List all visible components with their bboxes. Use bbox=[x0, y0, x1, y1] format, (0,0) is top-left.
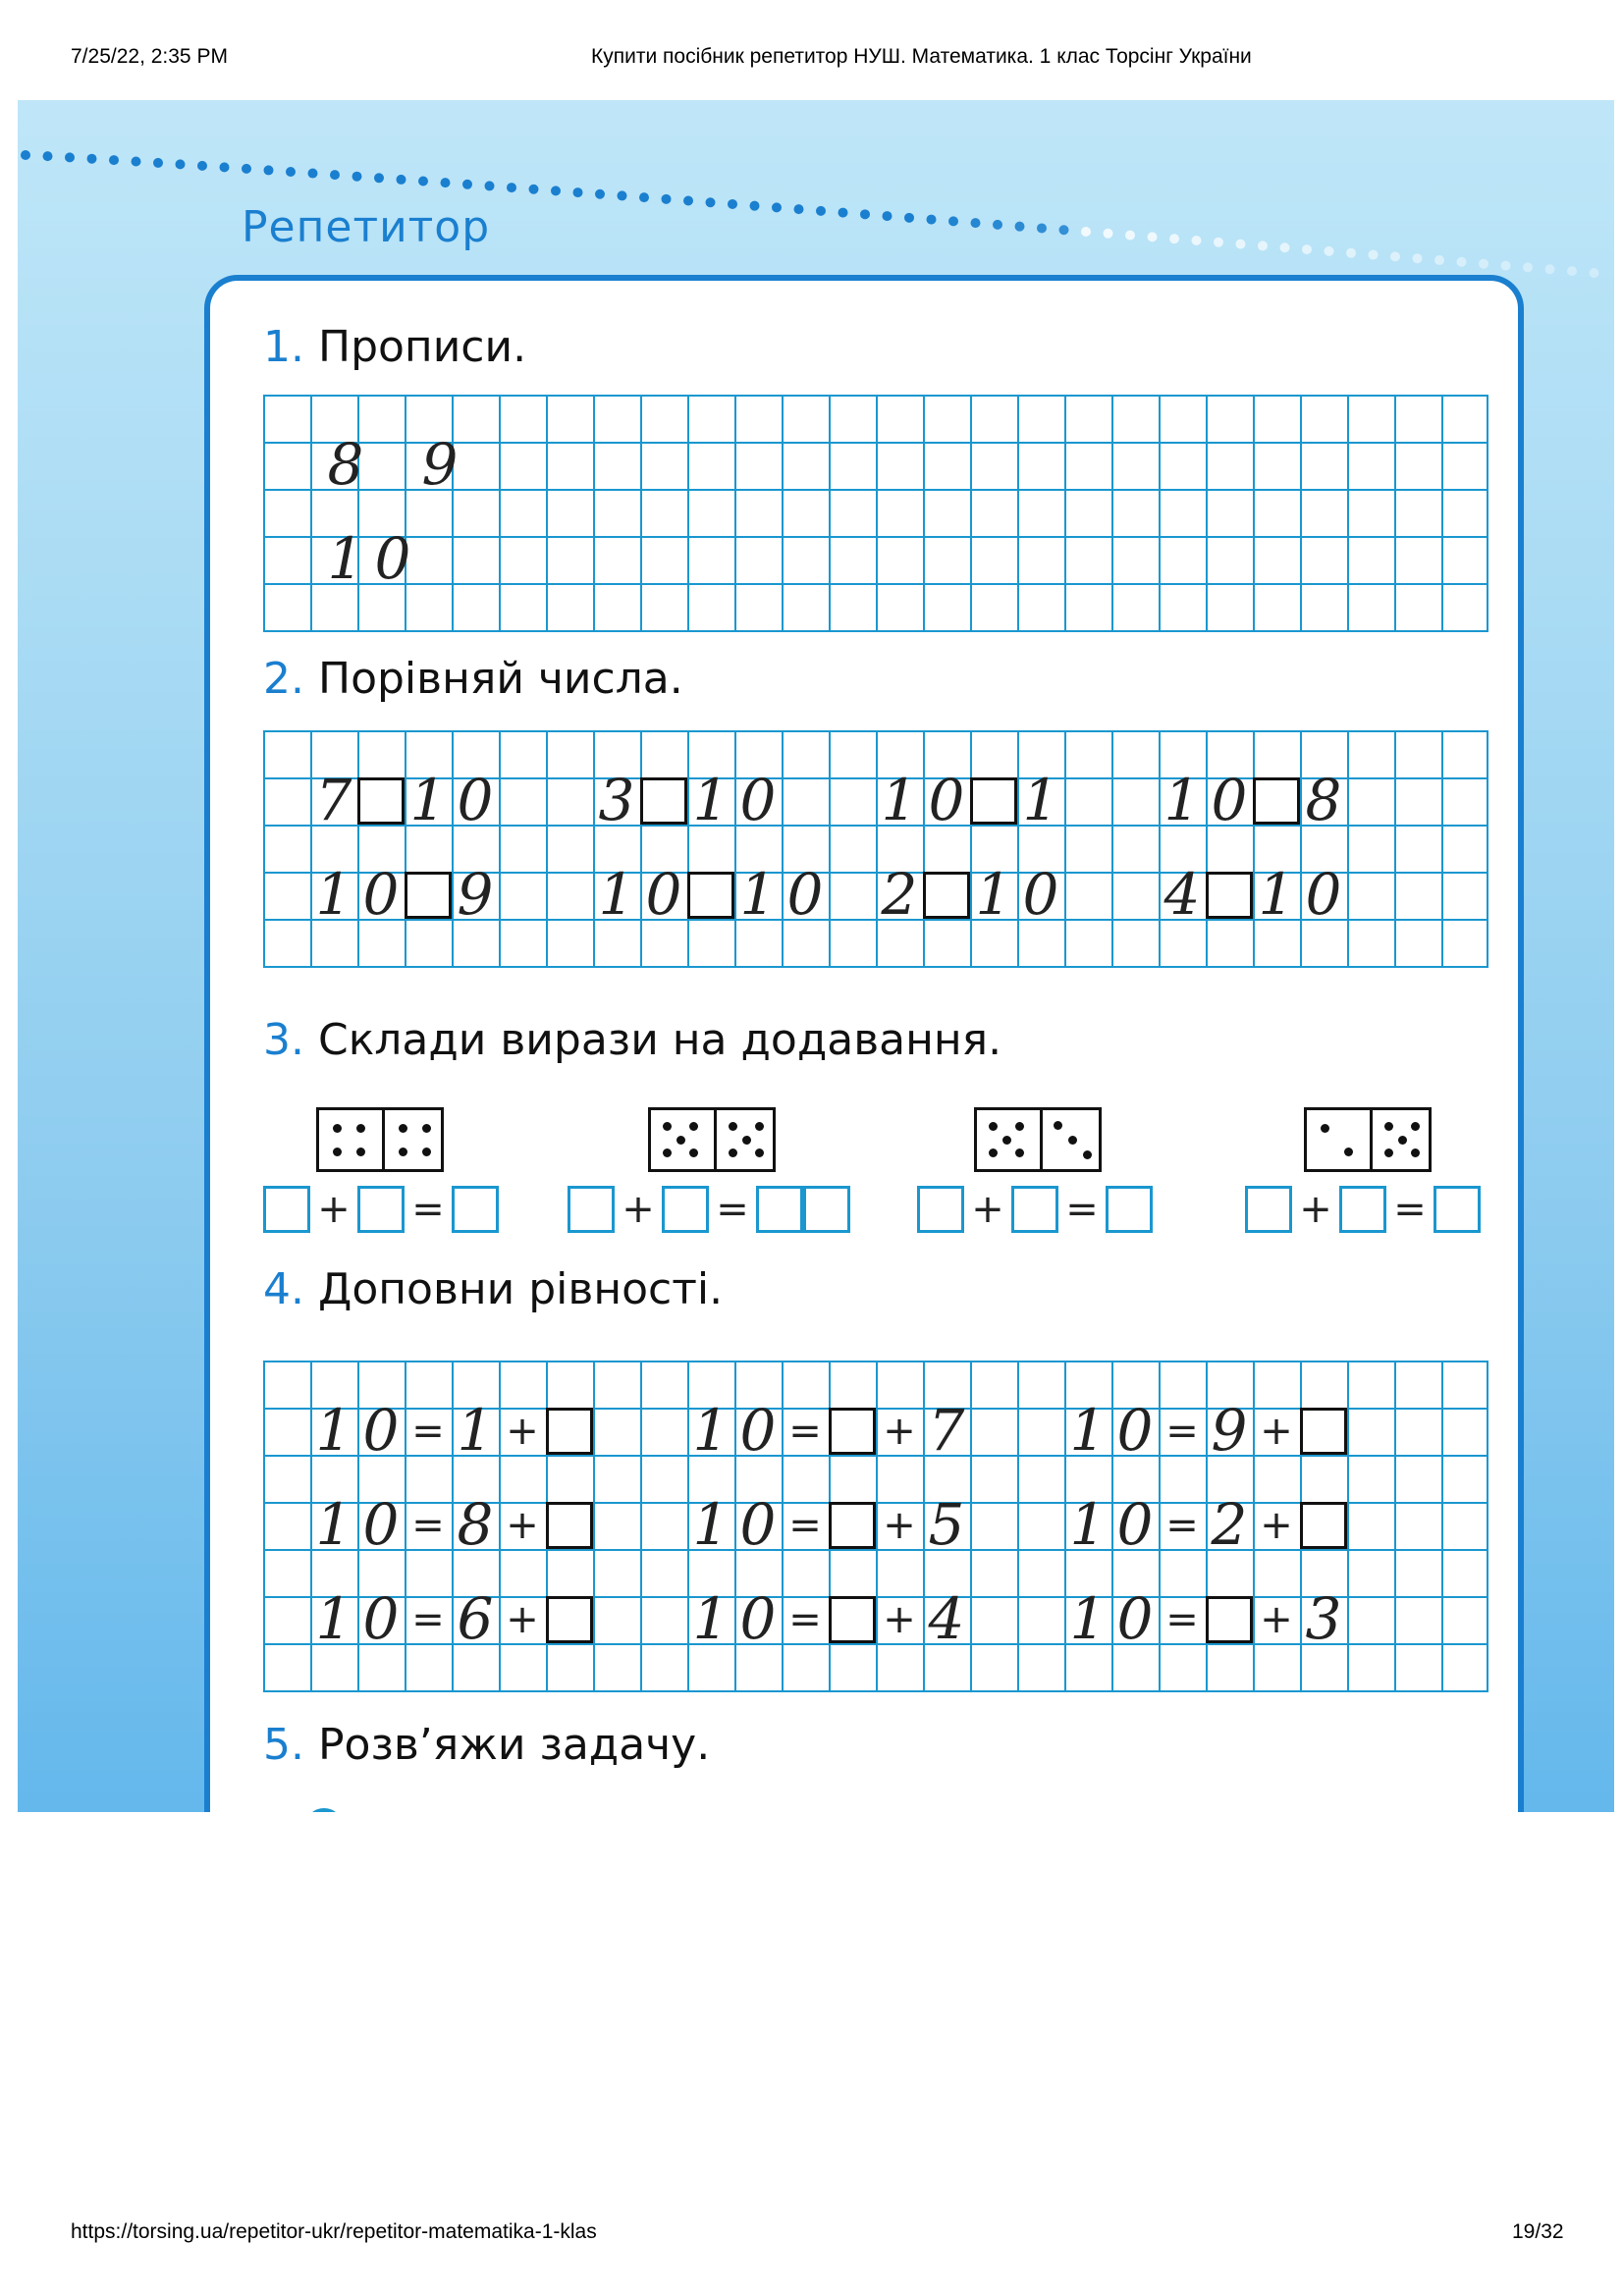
brand-title: Репетитор bbox=[242, 202, 491, 252]
compare-answer-box bbox=[405, 872, 452, 919]
equals-sign: = bbox=[1165, 1409, 1199, 1454]
domino-pip bbox=[1068, 1136, 1077, 1145]
handwritten-digit: 1 bbox=[1069, 1585, 1107, 1652]
equals-sign: = bbox=[1165, 1503, 1199, 1548]
task-number: 4. bbox=[263, 1264, 304, 1314]
domino-left-half bbox=[977, 1110, 1038, 1169]
domino-pip bbox=[333, 1148, 342, 1156]
domino-right-half bbox=[714, 1110, 778, 1169]
plus-sign: + bbox=[622, 1187, 655, 1232]
domino-pip bbox=[1344, 1148, 1353, 1156]
domino-pip bbox=[663, 1122, 672, 1131]
handwritten-digit: 0 bbox=[928, 767, 965, 833]
handwritten-digit: 1 bbox=[1069, 1491, 1107, 1558]
addend-input-box bbox=[568, 1186, 615, 1233]
task-1-grid bbox=[263, 395, 1488, 632]
handwritten-digit: 8 bbox=[327, 431, 364, 498]
domino-pip bbox=[755, 1122, 764, 1131]
plus-sign: + bbox=[1299, 1187, 1332, 1232]
task-5-title bbox=[263, 1720, 710, 1770]
handwritten-digit: 1 bbox=[692, 1585, 730, 1652]
addend-input-box bbox=[357, 1186, 405, 1233]
print-page-number: 19/32 bbox=[1512, 2220, 1564, 2243]
handwritten-digit: 1 bbox=[1163, 767, 1201, 833]
handwritten-digit: 0 bbox=[362, 1585, 400, 1652]
task-4-title bbox=[263, 1264, 723, 1314]
equals-sign: = bbox=[1065, 1187, 1099, 1232]
plus-sign: + bbox=[317, 1187, 351, 1232]
handwritten-digit: 0 bbox=[1211, 767, 1248, 833]
handwritten-digit: 0 bbox=[1116, 1397, 1154, 1464]
missing-number-box bbox=[1300, 1502, 1347, 1549]
print-datetime: 7/25/22, 2:35 PM bbox=[71, 45, 228, 68]
plus-sign: + bbox=[1260, 1597, 1293, 1642]
domino-pip bbox=[1411, 1122, 1420, 1131]
handwritten-digit: 0 bbox=[1116, 1491, 1154, 1558]
domino-card bbox=[1304, 1107, 1432, 1172]
domino-right-half bbox=[382, 1110, 446, 1169]
handwritten-digit: 0 bbox=[1116, 1585, 1154, 1652]
task-4-grid bbox=[263, 1361, 1488, 1692]
task-text: Прописи. bbox=[317, 322, 527, 372]
handwritten-digit: 3 bbox=[1305, 1585, 1342, 1652]
compare-answer-box bbox=[357, 777, 405, 825]
domino-pip bbox=[676, 1136, 685, 1145]
domino-pip bbox=[1015, 1122, 1024, 1131]
domino-pip bbox=[333, 1124, 342, 1133]
handwritten-digit: 0 bbox=[645, 861, 682, 928]
handwritten-digit: 7 bbox=[928, 1397, 965, 1464]
handwritten-digit: 1 bbox=[1022, 767, 1059, 833]
sum-input-box bbox=[452, 1186, 499, 1233]
domino-pip bbox=[663, 1148, 672, 1157]
domino-pip bbox=[989, 1148, 998, 1157]
domino-pip bbox=[1002, 1136, 1011, 1145]
domino-left-half bbox=[319, 1110, 380, 1169]
handwritten-digit: 0 bbox=[362, 861, 400, 928]
handwritten-digit: 1 bbox=[975, 861, 1012, 928]
handwritten-digit: 0 bbox=[362, 1397, 400, 1464]
compare-answer-box bbox=[640, 777, 687, 825]
domino-pip bbox=[399, 1124, 407, 1133]
domino-pip bbox=[1384, 1122, 1393, 1131]
plus-sign: + bbox=[506, 1597, 539, 1642]
domino-pip bbox=[689, 1148, 698, 1157]
task-2-grid bbox=[263, 730, 1488, 968]
plus-sign: + bbox=[1260, 1409, 1293, 1454]
domino-pip bbox=[399, 1148, 407, 1156]
task-number: 5. bbox=[263, 1720, 304, 1770]
sum-input-box bbox=[756, 1186, 803, 1233]
domino-card bbox=[648, 1107, 776, 1172]
equals-sign: = bbox=[411, 1409, 445, 1454]
handwritten-digit: 1 bbox=[1069, 1397, 1107, 1464]
domino-left-half bbox=[651, 1110, 712, 1169]
addend-input-box bbox=[1245, 1186, 1292, 1233]
handwritten-digit: 1 bbox=[1258, 861, 1295, 928]
page-banner bbox=[18, 100, 1614, 1812]
handwritten-digit: 1 bbox=[739, 861, 777, 928]
handwritten-digit: 1 bbox=[457, 1397, 494, 1464]
addend-input-box bbox=[1011, 1186, 1058, 1233]
handwritten-digit: 9 bbox=[421, 431, 459, 498]
sum-input-box bbox=[1106, 1186, 1153, 1233]
domino-right-half bbox=[1040, 1110, 1104, 1169]
print-title: Купити посібник репетитор НУШ. Математика. 1 клас Торсінг України bbox=[591, 45, 1252, 68]
handwritten-digit: 0 bbox=[457, 767, 494, 833]
missing-number-box bbox=[546, 1408, 593, 1455]
task-text: Порівняй числа. bbox=[317, 654, 683, 704]
handwritten-digit: 9 bbox=[1211, 1397, 1248, 1464]
equals-sign: = bbox=[788, 1597, 822, 1642]
handwritten-digit: 1 bbox=[315, 1397, 352, 1464]
addend-input-box bbox=[1339, 1186, 1386, 1233]
equals-sign: = bbox=[411, 1597, 445, 1642]
task-2-title bbox=[263, 654, 683, 704]
domino-pip bbox=[1321, 1124, 1329, 1133]
compare-answer-box bbox=[1206, 872, 1253, 919]
task-number: 3. bbox=[263, 1015, 304, 1065]
domino-pip bbox=[729, 1122, 737, 1131]
handwritten-digit: 2 bbox=[881, 861, 918, 928]
handwritten-digit: 1 bbox=[327, 525, 364, 592]
handwritten-digit: 3 bbox=[598, 767, 635, 833]
handwritten-digit: 4 bbox=[1163, 861, 1201, 928]
worksheet-card bbox=[204, 275, 1524, 1812]
domino-pip bbox=[422, 1124, 431, 1133]
handwritten-digit: 1 bbox=[692, 1397, 730, 1464]
task-number: 2. bbox=[263, 654, 304, 704]
missing-number-box bbox=[829, 1408, 876, 1455]
handwritten-digit: 8 bbox=[457, 1491, 494, 1558]
plus-sign: + bbox=[883, 1597, 916, 1642]
addend-input-box bbox=[917, 1186, 964, 1233]
handwritten-digit: 0 bbox=[786, 861, 824, 928]
handwritten-digit: 7 bbox=[315, 767, 352, 833]
addend-input-box bbox=[263, 1186, 310, 1233]
domino-pip bbox=[422, 1148, 431, 1156]
handwritten-digit: 5 bbox=[928, 1491, 965, 1558]
compare-answer-box bbox=[923, 872, 970, 919]
missing-number-box bbox=[1300, 1408, 1347, 1455]
domino-pip bbox=[1384, 1148, 1393, 1157]
handwritten-digit: 1 bbox=[315, 1585, 352, 1652]
missing-number-box bbox=[546, 1502, 593, 1549]
domino-pip bbox=[1411, 1148, 1420, 1157]
task-text: Розв’яжи задачу. bbox=[317, 1720, 711, 1770]
compare-answer-box bbox=[970, 777, 1017, 825]
domino-pip bbox=[989, 1122, 998, 1131]
compare-answer-box bbox=[687, 872, 734, 919]
plus-sign: + bbox=[506, 1409, 539, 1454]
handwritten-digit: 8 bbox=[1305, 767, 1342, 833]
domino-pip bbox=[356, 1148, 365, 1156]
sum-input-box bbox=[1434, 1186, 1481, 1233]
handwritten-digit: 1 bbox=[598, 861, 635, 928]
domino-pip bbox=[1054, 1121, 1062, 1130]
handwritten-digit: 0 bbox=[374, 525, 411, 592]
plus-sign: + bbox=[506, 1503, 539, 1548]
equals-sign: = bbox=[1165, 1597, 1199, 1642]
domino-card bbox=[974, 1107, 1102, 1172]
task-1-title bbox=[263, 322, 526, 372]
print-url: https://torsing.ua/repetitor-ukr/repetitor-matematika-1-klas bbox=[71, 2220, 597, 2243]
task-text: Доповни рівності. bbox=[317, 1264, 724, 1314]
equals-sign: = bbox=[716, 1187, 749, 1232]
equals-sign: = bbox=[411, 1187, 445, 1232]
handwritten-digit: 6 bbox=[457, 1585, 494, 1652]
domino-pip bbox=[755, 1148, 764, 1157]
sum-input-box bbox=[803, 1186, 850, 1233]
domino-pip bbox=[356, 1124, 365, 1133]
plus-sign: + bbox=[883, 1503, 916, 1548]
equals-sign: = bbox=[788, 1409, 822, 1454]
handwritten-digit: 1 bbox=[881, 767, 918, 833]
handwritten-digit: 9 bbox=[457, 861, 494, 928]
task-3-title bbox=[263, 1015, 1001, 1065]
domino-pip bbox=[1015, 1148, 1024, 1157]
equals-sign: = bbox=[788, 1503, 822, 1548]
handwritten-digit: 0 bbox=[739, 1397, 777, 1464]
domino-card bbox=[316, 1107, 444, 1172]
handwritten-digit: 0 bbox=[739, 1585, 777, 1652]
missing-number-box bbox=[546, 1596, 593, 1643]
addend-input-box bbox=[662, 1186, 709, 1233]
handwritten-digit: 1 bbox=[315, 1491, 352, 1558]
handwritten-digit: 0 bbox=[739, 767, 777, 833]
domino-pip bbox=[742, 1136, 751, 1145]
handwritten-digit: 0 bbox=[362, 1491, 400, 1558]
compare-answer-box bbox=[1253, 777, 1300, 825]
handwritten-digit: 0 bbox=[739, 1491, 777, 1558]
handwritten-digit: 2 bbox=[1211, 1491, 1248, 1558]
handwritten-digit: 4 bbox=[928, 1585, 965, 1652]
plus-sign: + bbox=[971, 1187, 1004, 1232]
equals-sign: = bbox=[411, 1503, 445, 1548]
handwritten-digit: 1 bbox=[692, 767, 730, 833]
plus-sign: + bbox=[883, 1409, 916, 1454]
task-text: Склади вирази на додавання. bbox=[317, 1015, 1002, 1065]
handwritten-digit: 1 bbox=[409, 767, 447, 833]
handwritten-digit: 0 bbox=[1305, 861, 1342, 928]
equals-sign: = bbox=[1393, 1187, 1427, 1232]
handwritten-digit: 0 bbox=[1022, 861, 1059, 928]
missing-number-box bbox=[829, 1502, 876, 1549]
domino-pip bbox=[1398, 1136, 1407, 1145]
missing-number-box bbox=[829, 1596, 876, 1643]
domino-pip bbox=[729, 1148, 737, 1157]
domino-pip bbox=[1083, 1150, 1092, 1159]
domino-left-half bbox=[1307, 1110, 1368, 1169]
domino-pip bbox=[689, 1122, 698, 1131]
missing-number-box bbox=[1206, 1596, 1253, 1643]
task-5-illustration-edge bbox=[304, 1808, 344, 1812]
plus-sign: + bbox=[1260, 1503, 1293, 1548]
handwritten-digit: 1 bbox=[692, 1491, 730, 1558]
task-number: 1. bbox=[263, 322, 304, 372]
handwritten-digit: 1 bbox=[315, 861, 352, 928]
domino-right-half bbox=[1370, 1110, 1434, 1169]
